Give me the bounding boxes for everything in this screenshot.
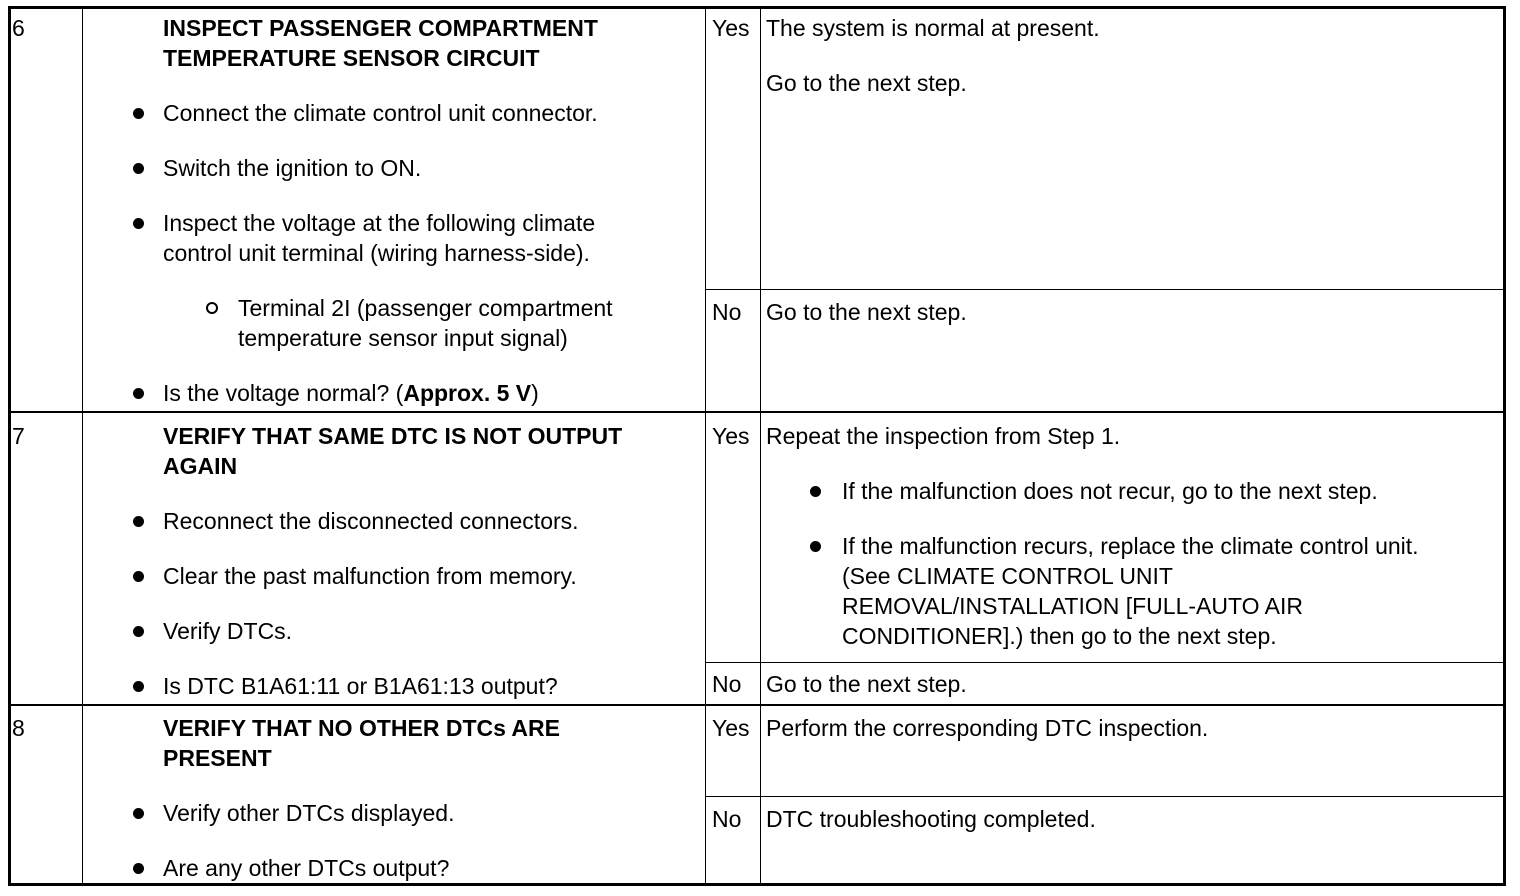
bullet-icon (810, 486, 821, 497)
step-number: 8 (12, 715, 25, 741)
bullet-icon (133, 808, 144, 819)
yes-bullet-line: CONDITIONER].) then go to the next step. (842, 623, 1277, 649)
yes-action: Perform the corresponding DTC inspection. (766, 715, 1209, 741)
step-bullet: Reconnect the disconnected connectors. (163, 508, 579, 534)
yes-no-divider (705, 662, 1506, 663)
sub-bullet-line: Terminal 2I (passenger compartment (238, 295, 613, 321)
step-bullet: Are any other DTCs output? (163, 855, 450, 881)
step-bullet: Verify DTCs. (163, 618, 293, 644)
row-divider (8, 411, 1506, 413)
step-title-line: VERIFY THAT NO OTHER DTCs ARE (163, 715, 560, 741)
bullet-icon (810, 541, 821, 552)
no-label: No (712, 299, 742, 325)
step-bullet: Switch the ignition to ON. (163, 155, 422, 181)
no-label: No (712, 671, 742, 697)
step-bullet-line: Inspect the voltage at the following climate (163, 210, 596, 236)
yes-label: Yes (712, 15, 750, 41)
yes-bullet-line: REMOVAL/INSTALLATION [FULL-AUTO AIR (842, 593, 1303, 619)
yes-action: Repeat the inspection from Step 1. (766, 423, 1121, 449)
yes-label: Yes (712, 715, 750, 741)
bullet-icon (133, 626, 144, 637)
no-label: No (712, 806, 742, 832)
bullet-icon (133, 218, 144, 229)
sub-bullet-line: temperature sensor input signal) (238, 325, 568, 351)
yes-no-divider (705, 289, 1506, 290)
no-action: Go to the next step. (766, 671, 967, 697)
yes-label: Yes (712, 423, 750, 449)
step-title-line: AGAIN (163, 453, 238, 479)
bullet-icon (133, 516, 144, 527)
step-title-line: TEMPERATURE SENSOR CIRCUIT (163, 45, 540, 71)
step-bullet: Is DTC B1A61:11 or B1A61:13 output? (163, 673, 558, 699)
step-title-line: VERIFY THAT SAME DTC IS NOT OUTPUT (163, 423, 623, 449)
step-question: Is the voltage normal? (Approx. 5 V) (163, 380, 539, 406)
no-action: Go to the next step. (766, 299, 967, 325)
column-divider (705, 8, 706, 886)
bullet-icon (133, 388, 144, 399)
bullet-icon (133, 863, 144, 874)
yes-no-divider (705, 796, 1506, 797)
step-bullet: Clear the past malfunction from memory. (163, 563, 577, 589)
no-action: DTC troubleshooting completed. (766, 806, 1096, 832)
yes-bullet-line: (See CLIMATE CONTROL UNIT (842, 563, 1173, 589)
column-divider (82, 8, 83, 886)
bullet-icon (133, 108, 144, 119)
yes-action: Go to the next step. (766, 70, 967, 96)
bullet-icon (133, 163, 144, 174)
bullet-icon (133, 571, 144, 582)
bullet-icon (133, 681, 144, 692)
row-divider (8, 704, 1506, 706)
step-number: 7 (12, 423, 25, 449)
step-number: 6 (12, 15, 25, 41)
step-bullet: Verify other DTCs displayed. (163, 800, 455, 826)
step-title-line: PRESENT (163, 745, 272, 771)
step-bullet-line: control unit terminal (wiring harness-side). (163, 240, 590, 266)
yes-action: The system is normal at present. (766, 15, 1100, 41)
yes-bullet: If the malfunction does not recur, go to the next step. (842, 478, 1378, 504)
yes-bullet-line: If the malfunction recurs, replace the climate control unit. (842, 533, 1419, 559)
column-divider (760, 8, 761, 886)
step-title-line: INSPECT PASSENGER COMPARTMENT (163, 15, 598, 41)
step-bullet: Connect the climate control unit connector. (163, 100, 598, 126)
sub-bullet-icon (206, 302, 218, 314)
